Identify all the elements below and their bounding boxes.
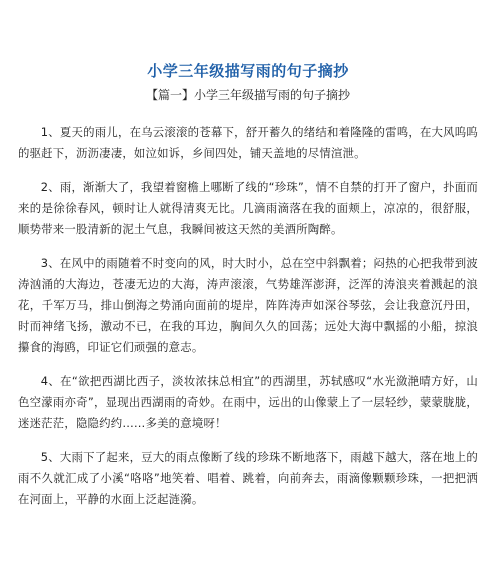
page-title: 小学三年级描写雨的句子摘抄 [147, 62, 349, 80]
section-heading: 【篇一】小学三年级描写雨的句子摘抄 [145, 88, 350, 102]
paragraph-3: 3、在风中的雨随着不时变向的风，时大时小，总在空中斜飘着；闷热的心把我带到波涛汹涌的大海边，苍凄无边的大海，涛声滚滚，气势雄浑澎湃，泛浑的涛浪夹着溅起的浪花，千军万马，排山倒海之势涌向面前的堤岸，阵阵涛声如深谷琴弦，会让我意沉丹田，时而神绪飞扬，激动不已，在我的耳边，胸间久久的回荡；远处大海中飘摇的小船，掠浪攥食的海鸥，印证它们顽强的意志。 [18, 256, 478, 354]
paragraph-5: 5、大雨下了起来，豆大的雨点像断了线的珍珠不断地落下，雨越下越大，落在地上的雨不久就汇成了小溪“咯咯”地笑着、唱着、跳着，向前奔去，雨滴像颗颗珍珠，一把把洒在河面上，平静的水面上泛起涟漪。 [18, 450, 478, 506]
paragraph-2: 2、雨，渐渐大了，我望着窗檐上哪断了线的“珍珠”，情不自禁的打开了窗户，扑面而来的是徐徐春风，顿时让人就得清爽无比。几滴雨滴落在我的面颊上，凉凉的，很舒服，顺势带来一股清新的泥土气息，我瞬间被这天然的美酒所陶醉。 [18, 180, 478, 236]
paragraph-1: 1、夏天的雨儿，在乌云滚滚的苍幕下，舒开蓄久的绪结和着隆隆的雷鸣，在大风呜呜的驱赶下，沥沥凄凄，如泣如诉，乡间四处，铺天盖地的尽情渲泄。 [18, 125, 478, 160]
paragraph-4: 4、在“欲把西湖比西子，淡妆浓抹总相宜”的西湖里，苏轼感叹“水光潋滟晴方好，山色空濛雨亦奇”，显现出西湖雨的奇妙。在雨中，远出的山像蒙上了一层轻纱，蒙蒙胧胧，迷迷茫茫，隐隐约约……多美的意境呀！ [18, 374, 478, 430]
